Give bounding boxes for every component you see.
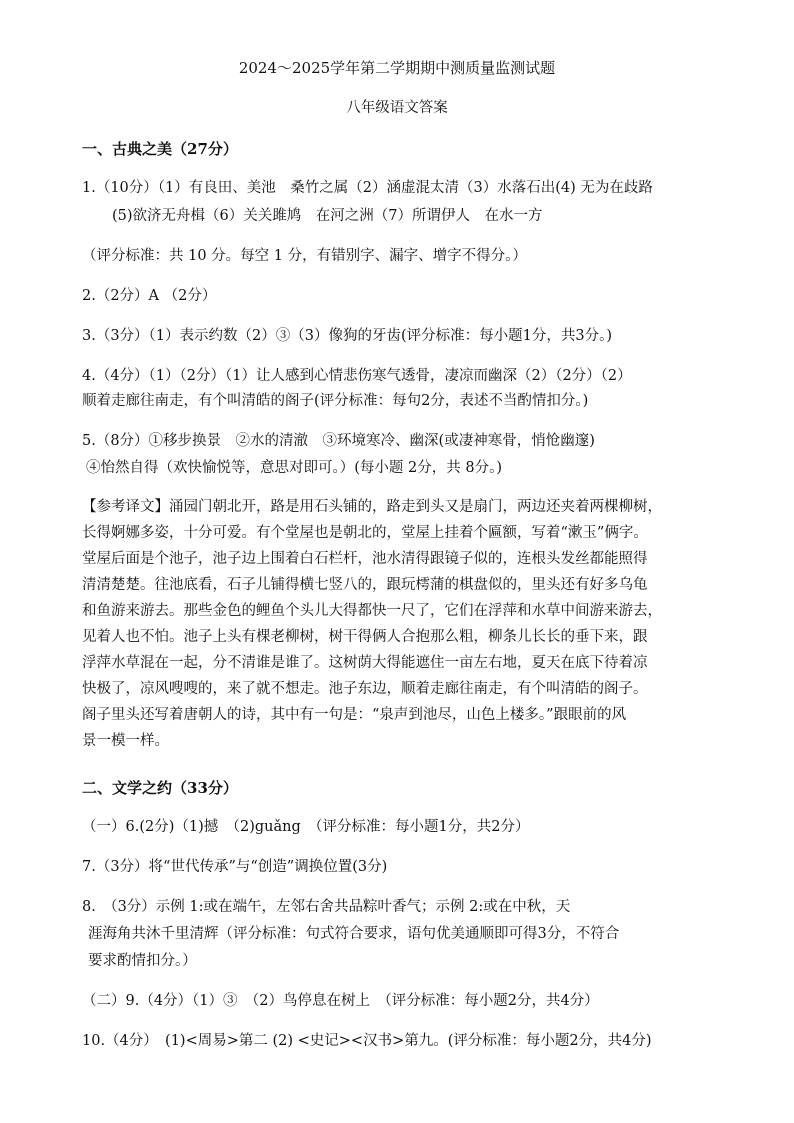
translation-line-9: 阁子里头还写着唐朝人的诗，其中有一句是：“泉声到池尽，山色上楼多。”跟眼前的风 — [82, 707, 627, 723]
q5-line-1: 5.（8分）①移步换景 ②水的清澈 ③环境寒冷、幽深(或凄神寒骨，悄怆幽邃) — [82, 433, 595, 449]
q6-answer: （一）6.(2分)（1)撼 （2)guǎng （评分标准：每小题1分，共2分） — [82, 819, 530, 835]
q9-answer: （二）9.（4分）（1）③ （2）鸟停息在树上 （评分标准：每小题2分，共4分） — [82, 993, 599, 1009]
translation-line-5: 和鱼游来游去。那些金色的鲤鱼个头儿大得都快一尺了，它们在浮萍和水草中间游来游去， — [82, 603, 662, 619]
translation-line-3: 堂屋后面是个池子，池子边上围着白石栏杆，池水清得跟镜子似的，连根头发丝都能照得 — [82, 551, 648, 567]
q2-answer: 2.（2分）A （2分） — [82, 288, 217, 304]
q1-scoring: （评分标准：共 10 分。每空 1 分，有错别字、漏字、增字不得分。） — [82, 248, 527, 264]
translation-line-2: 长得婀娜多姿，十分可爱。有个堂屋也是朝北的，堂屋上挂着个匾额，写着“漱玉”俩字。 — [82, 525, 648, 541]
translation-line-1: 【参考译文】涌园门朝北开，路是用石头铺的，路走到头又是扇门，两边还夹着两棵柳树， — [82, 499, 662, 515]
section-heading-classical: 一、古典之美（27分） — [82, 140, 238, 158]
q1-line-2: (5)欲济无舟楫（6）关关雎鸠 在河之洲（7）所谓伊人 在水一方 — [112, 208, 543, 224]
translation-line-10: 景一模一样。 — [82, 733, 169, 749]
q5-line-2: ④怡然自得（欢快愉悦等，意思对即可。）(每小题 2分，共 8分。) — [86, 460, 502, 476]
q10-answer: 10.（4分） (1)<周易>第二 (2) <史记><汉书>第九。(评分标准：每小题2分，共4分) — [82, 1033, 652, 1049]
q7-answer: 7.（3分）将“世代传承”与“创造”调换位置(3分) — [82, 859, 388, 875]
translation-line-8: 快极了，凉风嗖嗖的，来了就不想走。池子东边，顺着走廊往南走，有个叫清皓的阁子。 — [82, 681, 648, 697]
translation-line-6: 见着人也不怕。池子上头有棵老柳树，树干得俩人合抱那么粗，柳条儿长长的垂下来，跟 — [82, 629, 648, 645]
translation-line-4: 清清楚楚。往池底看，石子儿铺得横七竖八的，跟玩樗蒲的棋盘似的，里头还有好多乌龟 — [82, 577, 648, 593]
q8-line-3: 要求酌情扣分。） — [88, 953, 197, 969]
translation-line-7: 浮萍水草混在一起，分不清谁是谁了。这树荫大得能遮住一亩左右地，夏天在底下待着凉 — [82, 655, 648, 671]
document-title: 2024～2025学年第二学期期中测质量监测试题 — [238, 59, 556, 77]
q8-line-2: 涯海角共沐千里清辉（评分标准：句式符合要求，语句优美通顺即可得3分，不符合 — [88, 926, 620, 942]
section-heading-literature: 二、文学之约（33分） — [82, 779, 238, 797]
document-subtitle: 八年级语文答案 — [346, 100, 448, 116]
q4-line-1: 4.（4分）（1）（2分）（1）让人感到心情悲伤寒气透骨，凄凉而幽深（2）（2分）（2） — [82, 368, 632, 384]
q8-line-1: 8. （3分）示例 1:或在端午，左邻右舍共品粽叶香气；示例 2:或在中秋，天 — [82, 899, 571, 915]
q3-answer: 3.（3分）（1）表示约数（2）③（3）像狗的牙齿(评分标准：每小题1分，共3分。) — [82, 328, 612, 344]
q1-line-1: 1.（10分）（1）有良田、美池 桑竹之属（2）涵虚混太清（3）水落石出(4) 无为在歧路 — [82, 180, 653, 196]
q4-line-2: 顺着走廊往南走，有个叫清皓的阁子(评分标准：每句2分，表述不当酌情扣分。) — [82, 393, 589, 409]
